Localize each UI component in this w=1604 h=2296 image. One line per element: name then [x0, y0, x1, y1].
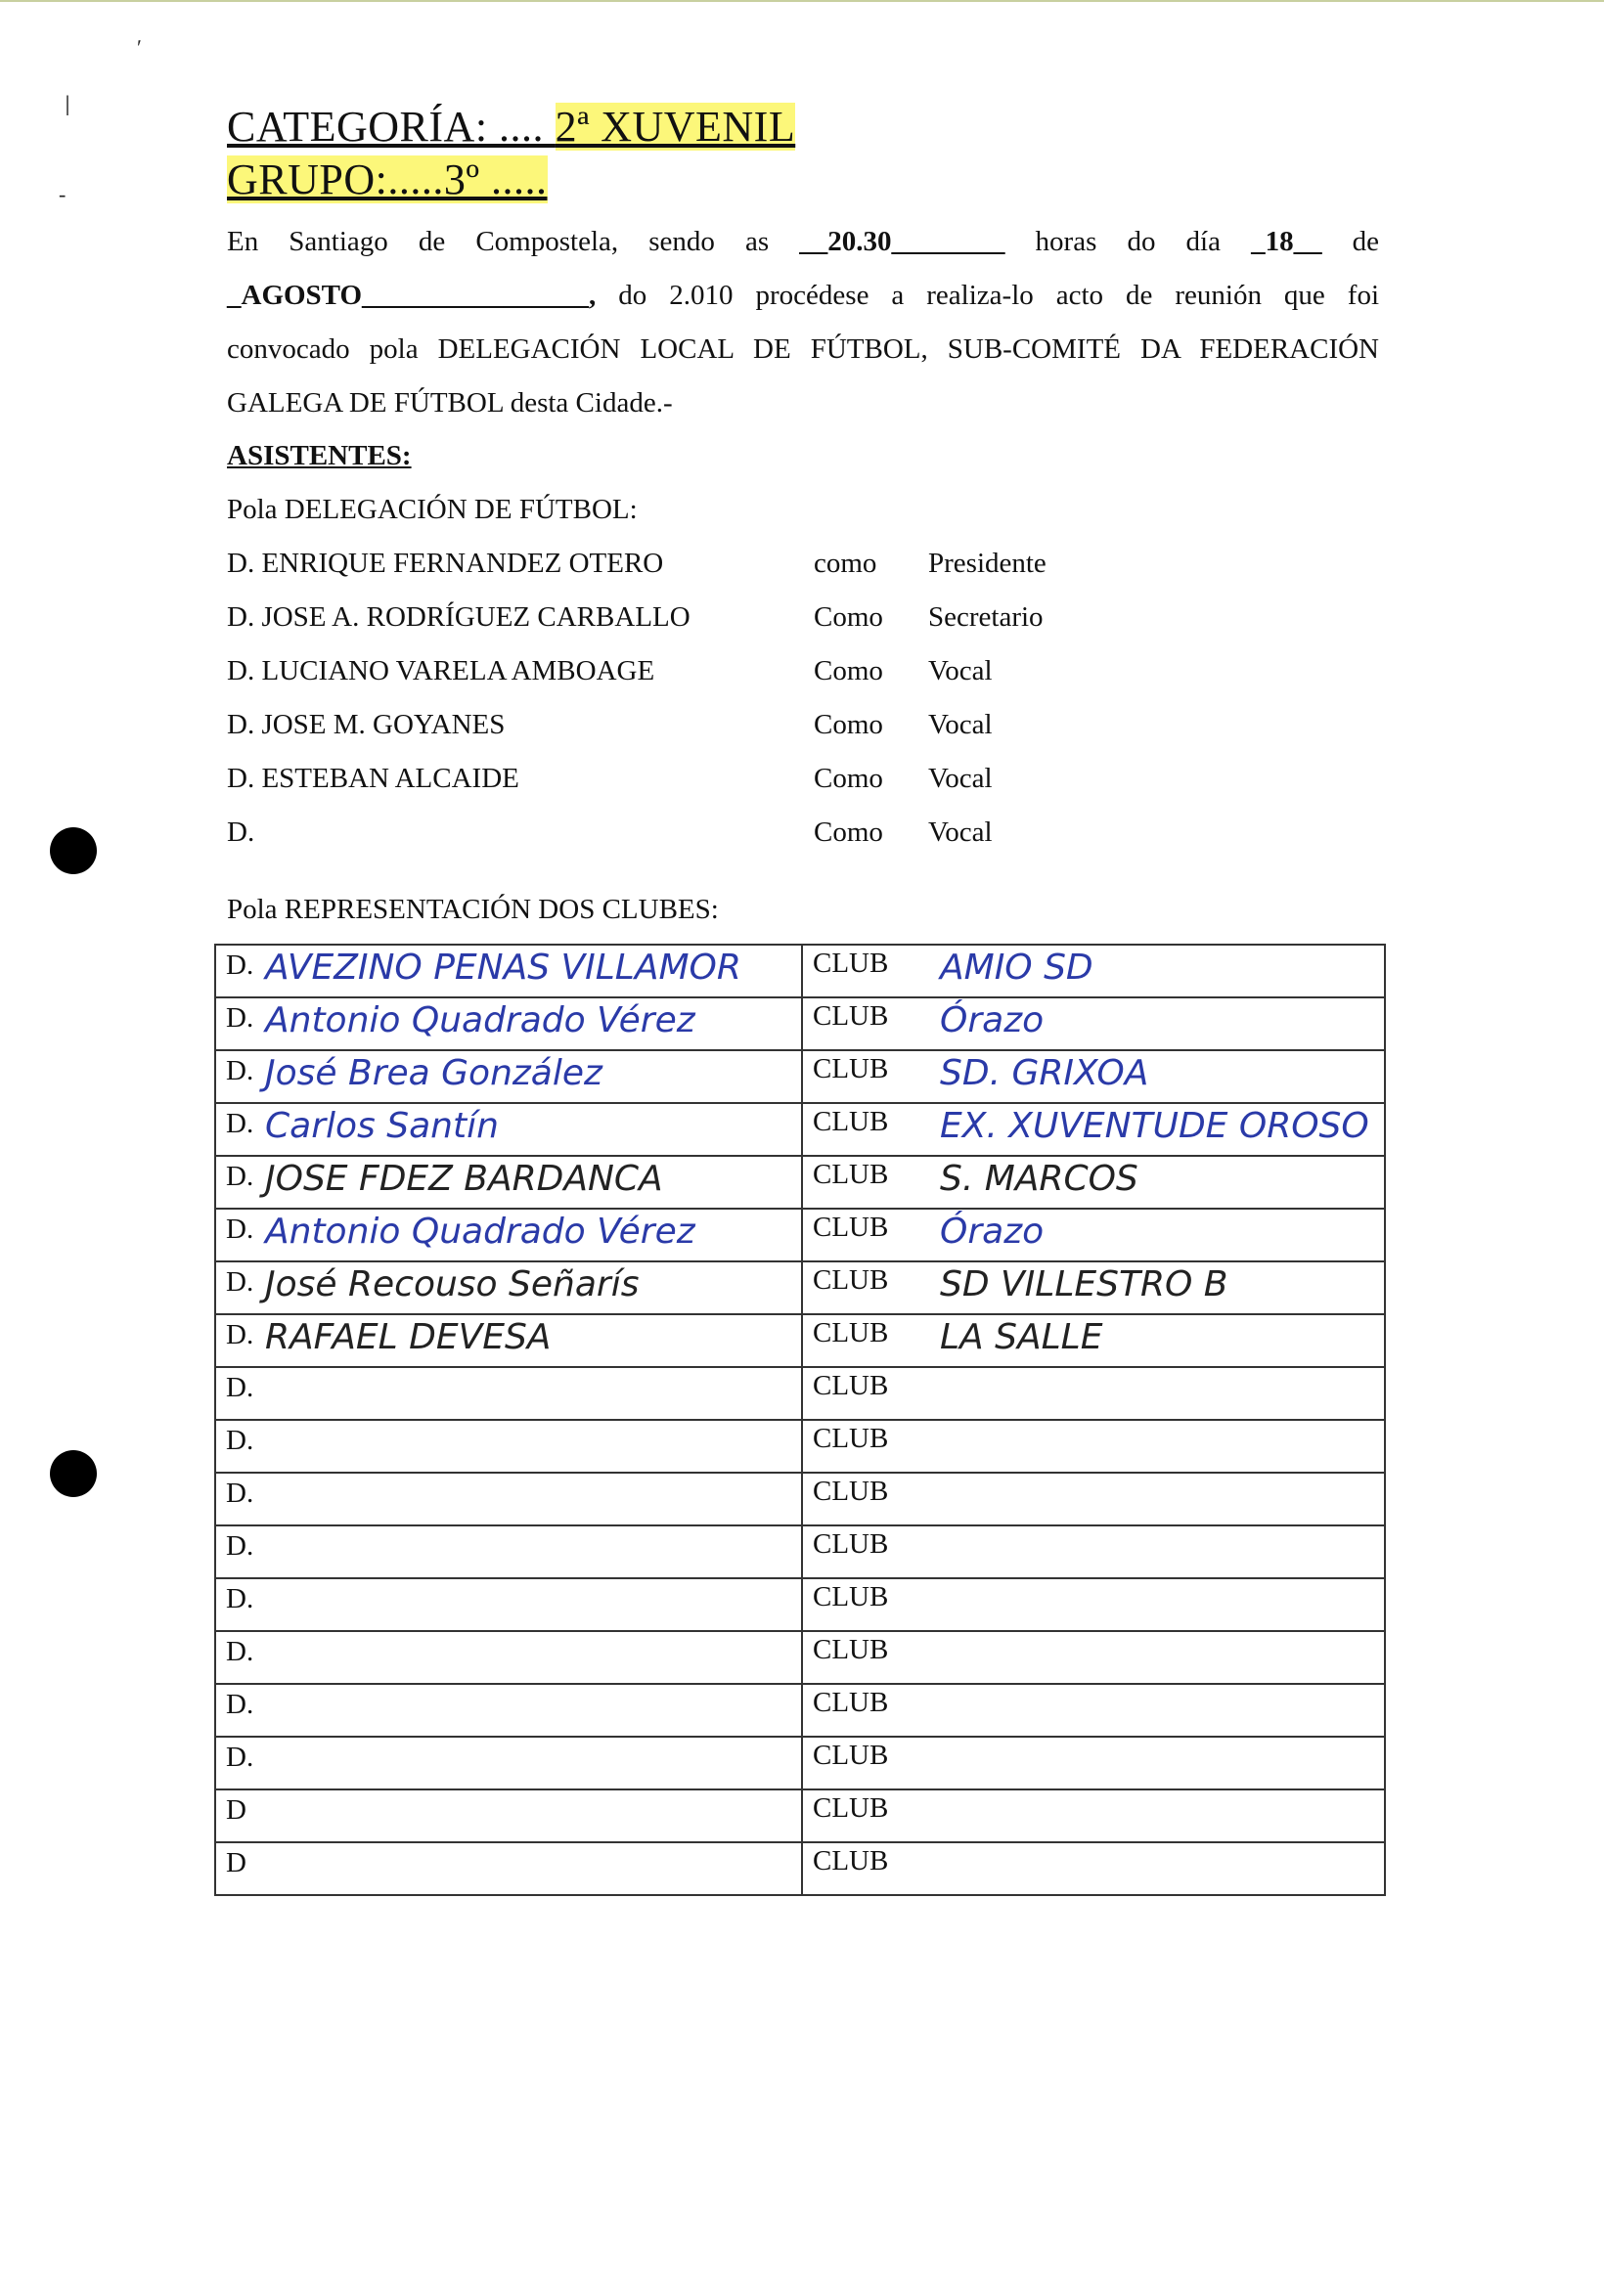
- club-label: CLUB: [813, 1000, 889, 1032]
- representative-cell: [215, 1314, 802, 1367]
- member-role: Vocal: [928, 763, 993, 794]
- club-cell: [802, 1525, 1385, 1578]
- club-cell: [802, 1842, 1385, 1895]
- club-cell: [802, 1578, 1385, 1631]
- representative-cell: [215, 1842, 802, 1895]
- member-row: [227, 763, 1107, 802]
- member-como: Como: [814, 655, 883, 686]
- club-label: CLUB: [813, 1476, 889, 1507]
- member-role: Presidente: [928, 548, 1047, 579]
- intro-text: En Santiago de Compostela, sendo as: [227, 226, 770, 257]
- table-row: [215, 1473, 1385, 1525]
- table-row: [215, 1684, 1385, 1737]
- intro-text: do 2.010 procédese a realiza-lo acto de reunión que foi: [618, 280, 1379, 311]
- representative-signature: JOSE FDEZ BARDANCA: [265, 1159, 663, 1199]
- representative-signature: José Brea González: [265, 1053, 602, 1093]
- representative-cell: [215, 1367, 802, 1420]
- table-row: [215, 1737, 1385, 1789]
- member-role: Vocal: [928, 655, 993, 686]
- representative-cell: [215, 1789, 802, 1842]
- table-row: [215, 1367, 1385, 1420]
- club-name-handwritten: SD VILLESTRO B: [940, 1264, 1228, 1304]
- club-cell: [802, 1103, 1385, 1156]
- row-prefix: D.: [226, 1372, 254, 1403]
- table-row: [215, 1050, 1385, 1103]
- club-label: CLUB: [813, 1740, 889, 1771]
- representative-cell: [215, 1525, 802, 1578]
- intro-line-4: GALEGA DE FÚTBOL desta Cidade.-: [227, 387, 673, 419]
- club-label: CLUB: [813, 1423, 889, 1454]
- club-name-handwritten: Órazo: [940, 1000, 1045, 1040]
- intro-text: horas do día: [1035, 226, 1221, 257]
- member-role: Vocal: [928, 709, 993, 740]
- member-como: Como: [814, 817, 883, 848]
- scan-speck: ʹ: [137, 35, 142, 60]
- club-label: CLUB: [813, 1687, 889, 1718]
- representative-cell: [215, 1420, 802, 1473]
- table-row: [215, 1525, 1385, 1578]
- member-role: Secretario: [928, 601, 1044, 633]
- club-label: CLUB: [813, 1317, 889, 1348]
- club-name-handwritten: Órazo: [940, 1212, 1045, 1252]
- representative-signature: RAFAEL DEVESA: [265, 1317, 552, 1357]
- representative-cell: [215, 1684, 802, 1737]
- club-cell: [802, 1420, 1385, 1473]
- member-name: D. LUCIANO VARELA AMBOAGE: [227, 655, 655, 686]
- member-como: como: [814, 548, 877, 579]
- punch-hole: [50, 1450, 97, 1497]
- club-cell: [802, 1631, 1385, 1684]
- club-cell: [802, 1684, 1385, 1737]
- row-prefix: D.: [226, 1161, 254, 1192]
- row-prefix: D.: [226, 1689, 254, 1720]
- club-name-handwritten: AMIO SD: [940, 948, 1093, 988]
- representative-cell: [215, 1050, 802, 1103]
- row-prefix: D: [226, 1794, 246, 1826]
- row-prefix: D.: [226, 949, 254, 981]
- representative-signature: Carlos Santín: [265, 1106, 499, 1146]
- asistentes-title: ASISTENTES:: [227, 440, 412, 471]
- clubs-table: [214, 944, 1386, 1896]
- club-label: CLUB: [813, 1053, 889, 1084]
- member-row: [227, 817, 1107, 856]
- representative-cell: [215, 1103, 802, 1156]
- table-row: [215, 1261, 1385, 1314]
- club-cell: [802, 1261, 1385, 1314]
- categoria-label: CATEGORÍA: ....: [227, 103, 556, 151]
- delegacion-label: Pola DELEGACIÓN DE FÚTBOL:: [227, 494, 638, 525]
- club-label: CLUB: [813, 1528, 889, 1560]
- representative-cell: [215, 1473, 802, 1525]
- intro-text: de: [1352, 226, 1380, 257]
- row-prefix: D.: [226, 1478, 254, 1509]
- club-cell: [802, 1050, 1385, 1103]
- member-name: D. JOSE M. GOYANES: [227, 709, 506, 740]
- row-prefix: D.: [226, 1108, 254, 1139]
- table-row: [215, 1209, 1385, 1261]
- row-prefix: D.: [226, 1214, 254, 1245]
- scan-speck: ǀ: [65, 90, 71, 122]
- club-name-handwritten: EX. XUVENTUDE OROSO: [940, 1106, 1369, 1146]
- club-label: CLUB: [813, 1634, 889, 1665]
- table-row: [215, 997, 1385, 1050]
- table-row: [215, 1578, 1385, 1631]
- club-label: CLUB: [813, 1370, 889, 1401]
- club-cell: [802, 1737, 1385, 1789]
- scan-top-edge: [0, 0, 1604, 2]
- member-como: Como: [814, 601, 883, 633]
- meeting-day: _18__: [1251, 226, 1322, 257]
- intro-line-1: [227, 215, 1379, 269]
- club-cell: [802, 1473, 1385, 1525]
- member-como: Como: [814, 763, 883, 794]
- representative-cell: [215, 1737, 802, 1789]
- club-label: CLUB: [813, 1212, 889, 1243]
- member-name: D. ENRIQUE FERNANDEZ OTERO: [227, 548, 664, 579]
- club-label: CLUB: [813, 1106, 889, 1137]
- club-label: CLUB: [813, 1792, 889, 1824]
- table-row: [215, 1631, 1385, 1684]
- row-prefix: D.: [226, 1266, 254, 1298]
- club-cell: [802, 945, 1385, 997]
- club-name-handwritten: LA SALLE: [940, 1317, 1103, 1357]
- grupo-label: GRUPO:.....3º .....: [227, 155, 548, 203]
- representative-cell: [215, 1156, 802, 1209]
- member-row: [227, 601, 1107, 640]
- row-prefix: D.: [226, 1002, 254, 1034]
- row-prefix: D.: [226, 1055, 254, 1086]
- representative-cell: [215, 945, 802, 997]
- club-cell: [802, 1156, 1385, 1209]
- table-row: [215, 1842, 1385, 1895]
- member-name: D. JOSE A. RODRÍGUEZ CARBALLO: [227, 601, 691, 633]
- representative-signature: José Recouso Señarís: [265, 1264, 640, 1304]
- scan-speck: -: [59, 182, 67, 206]
- table-row: [215, 1789, 1385, 1842]
- member-como: Como: [814, 709, 883, 740]
- representative-cell: [215, 1261, 802, 1314]
- meeting-time: __20.30________: [799, 226, 1005, 257]
- table-row: [215, 1156, 1385, 1209]
- representative-signature: Antonio Quadrado Vérez: [265, 1212, 695, 1252]
- row-prefix: D.: [226, 1530, 254, 1562]
- representative-cell: [215, 1631, 802, 1684]
- club-label: CLUB: [813, 1159, 889, 1190]
- club-label: CLUB: [813, 1264, 889, 1296]
- representative-signature: Antonio Quadrado Vérez: [265, 1000, 695, 1040]
- table-row: [215, 1420, 1385, 1473]
- intro-line-2: [227, 269, 1379, 323]
- row-prefix: D.: [226, 1319, 254, 1350]
- club-label: CLUB: [813, 948, 889, 979]
- member-row: [227, 655, 1107, 694]
- member-role: Vocal: [928, 817, 993, 848]
- member-row: [227, 709, 1107, 748]
- club-cell: [802, 1209, 1385, 1261]
- meeting-month: _AGOSTO________________,: [227, 280, 597, 311]
- club-cell: [802, 1367, 1385, 1420]
- punch-hole: [50, 827, 97, 874]
- table-row: [215, 1314, 1385, 1367]
- row-prefix: D.: [226, 1636, 254, 1667]
- table-row: [215, 1103, 1385, 1156]
- clubes-label: Pola REPRESENTACIÓN DOS CLUBES:: [227, 894, 719, 925]
- representative-signature: AVEZINO PENAS VILLAMOR: [265, 948, 741, 988]
- club-cell: [802, 997, 1385, 1050]
- club-label: CLUB: [813, 1581, 889, 1612]
- club-name-handwritten: S. MARCOS: [940, 1159, 1138, 1199]
- club-name-handwritten: SD. GRIXOA: [940, 1053, 1149, 1093]
- club-cell: [802, 1789, 1385, 1842]
- representative-cell: [215, 1578, 802, 1631]
- representative-cell: [215, 997, 802, 1050]
- member-row: [227, 548, 1107, 587]
- representative-cell: [215, 1209, 802, 1261]
- table-row: [215, 945, 1385, 997]
- row-prefix: D.: [226, 1425, 254, 1456]
- club-label: CLUB: [813, 1845, 889, 1877]
- row-prefix: D.: [226, 1583, 254, 1614]
- categoria-value: 2ª XUVENIL: [555, 103, 796, 151]
- categoria-heading: [227, 102, 795, 152]
- member-name: D.: [227, 817, 255, 848]
- grupo-heading: [227, 155, 548, 204]
- row-prefix: D.: [226, 1742, 254, 1773]
- member-name: D. ESTEBAN ALCAIDE: [227, 763, 519, 794]
- intro-line-3: convocado pola DELEGACIÓN LOCAL DE FÚTBOL, SUB-COMITÉ DA FEDERACIÓN: [227, 333, 1379, 365]
- club-cell: [802, 1314, 1385, 1367]
- row-prefix: D: [226, 1847, 246, 1878]
